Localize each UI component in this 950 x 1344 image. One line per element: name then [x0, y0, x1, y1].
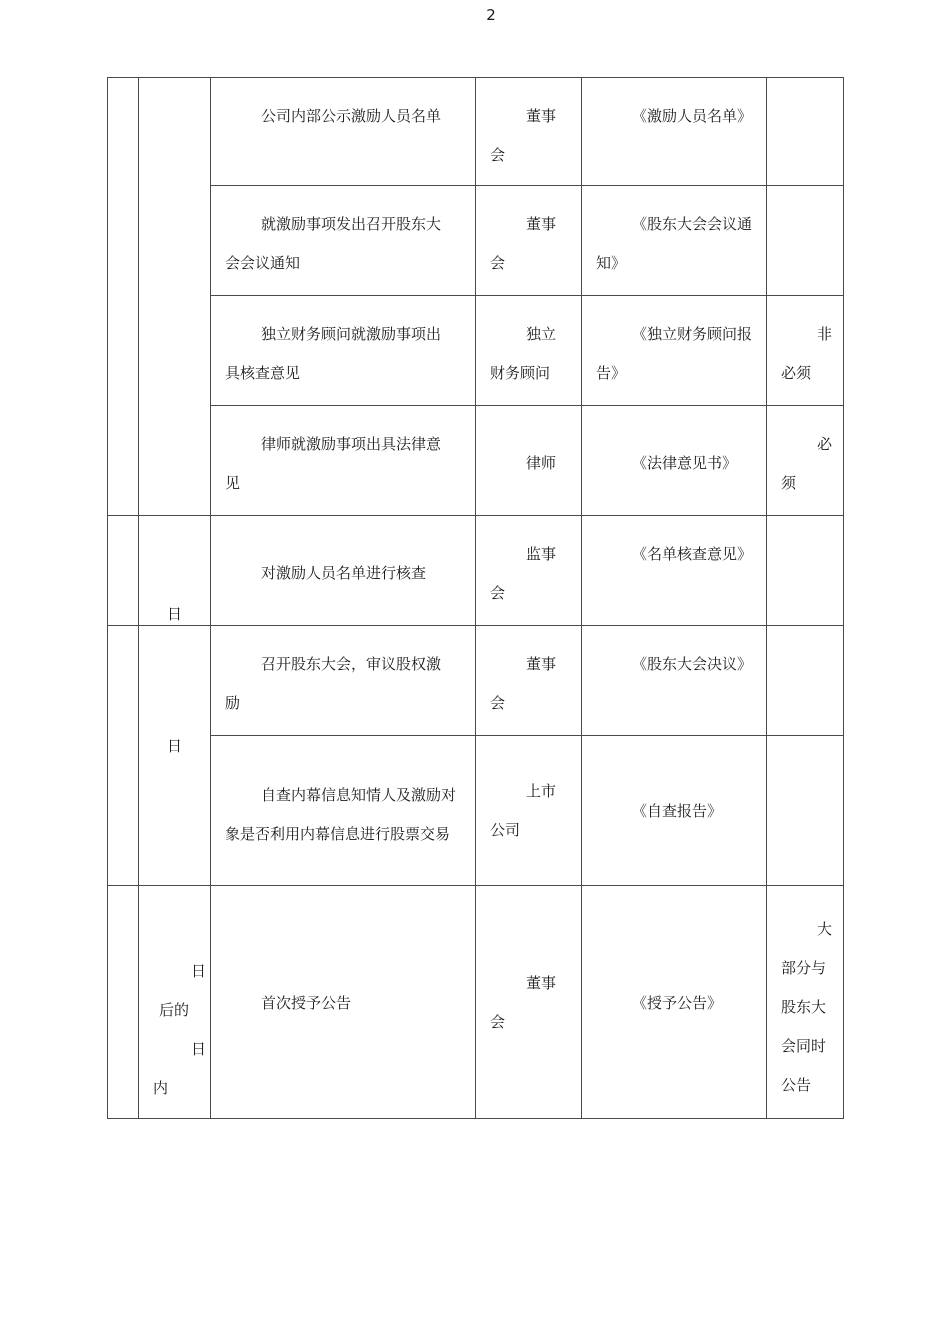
- time-cell: 日: [139, 516, 211, 626]
- note-cell: [767, 736, 844, 886]
- document-cell: 《名单核查意见》: [582, 516, 767, 626]
- party-cell: 上市公司: [476, 736, 582, 886]
- task-cell: 就激励事项发出召开股东大会会议通知: [211, 186, 476, 296]
- procedure-table: [107, 77, 844, 1119]
- party-cell: 监事会: [476, 516, 582, 626]
- time-line: 内: [153, 1079, 169, 1097]
- page-number: 2: [486, 6, 496, 24]
- task-cell: 独立财务顾问就激励事项出具核查意见: [211, 296, 476, 406]
- note-cell: [767, 186, 844, 296]
- step-cell: [108, 516, 139, 626]
- document-cell: 《激励人员名单》: [582, 78, 767, 186]
- party-cell: 董事会: [476, 626, 582, 736]
- step-cell: [108, 78, 139, 516]
- table-row: [108, 516, 844, 626]
- table-row: [108, 626, 844, 736]
- party-cell: 律师: [476, 406, 582, 516]
- document-cell: 《独立财务顾问报告》: [582, 296, 767, 406]
- task-cell: 首次授予公告: [211, 886, 476, 1119]
- note-cell: [767, 78, 844, 186]
- note-cell: 非必须: [767, 296, 844, 406]
- time-cell: [139, 78, 211, 516]
- document-cell: 《自查报告》: [582, 736, 767, 886]
- time-cell: 日: [139, 626, 211, 886]
- time-line: 后的: [159, 1001, 190, 1019]
- task-cell: 自查内幕信息知情人及激励对象是否利用内幕信息进行股票交易: [211, 736, 476, 886]
- table-row: [108, 736, 844, 886]
- party-cell: 董事会: [476, 186, 582, 296]
- party-cell: 董事会: [476, 78, 582, 186]
- task-cell: 召开股东大会，审议股权激励: [211, 626, 476, 736]
- table-row: [108, 886, 844, 1119]
- party-cell: 独立财务顾问: [476, 296, 582, 406]
- task-cell: 律师就激励事项出具法律意见: [211, 406, 476, 516]
- note-cell: [767, 516, 844, 626]
- table-row: [108, 186, 844, 296]
- note-cell: 大部分与股东大会同时公告: [767, 886, 844, 1119]
- task-cell: 对激励人员名单进行核查: [211, 516, 476, 626]
- task-cell: 公司内部公示激励人员名单: [211, 78, 476, 186]
- table-row: [108, 78, 844, 186]
- table-row: [108, 296, 844, 406]
- document-cell: 《授予公告》: [582, 886, 767, 1119]
- party-cell: 董事会: [476, 886, 582, 1119]
- time-line: 日: [190, 1040, 206, 1058]
- step-cell: [108, 626, 139, 886]
- table-row: [108, 406, 844, 516]
- note-cell: [767, 626, 844, 736]
- time-line: 日: [190, 962, 206, 980]
- step-cell: [108, 886, 139, 1119]
- document-cell: 《法律意见书》: [582, 406, 767, 516]
- document-cell: 《股东大会决议》: [582, 626, 767, 736]
- time-cell: [139, 886, 211, 1119]
- note-cell: 必须: [767, 406, 844, 516]
- document-cell: 《股东大会会议通知》: [582, 186, 767, 296]
